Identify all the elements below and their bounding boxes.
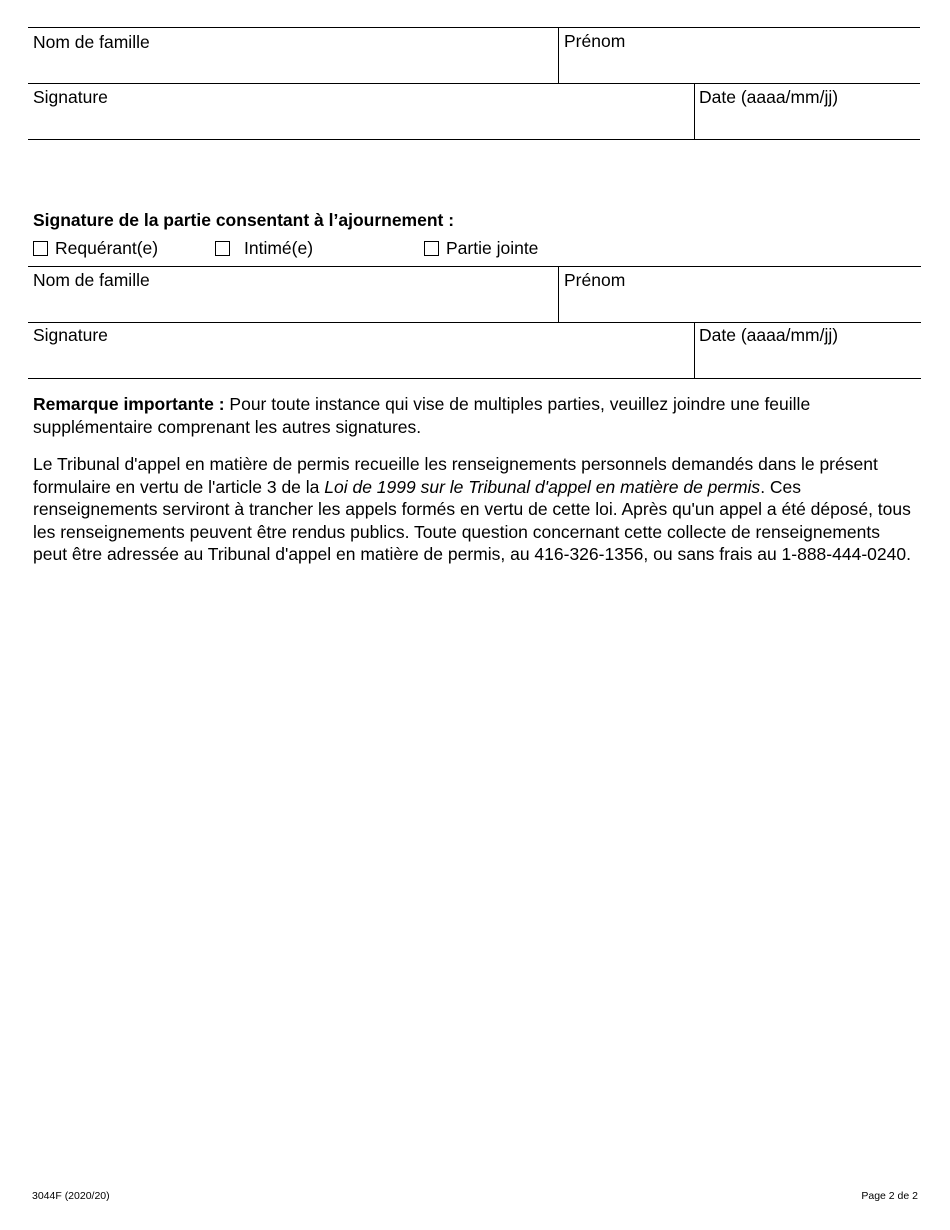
respondent-checkbox[interactable]: [215, 241, 230, 256]
form2-signature-field[interactable]: [28, 323, 694, 378]
page-number: Page 2 de 2: [861, 1190, 918, 1202]
privacy-statement: [33, 453, 918, 566]
form2-bottom-rule: [28, 378, 921, 379]
consent-heading: Signature de la partie consentant à l’ajournement :: [33, 210, 455, 230]
option-joined-party[interactable]: [424, 238, 538, 258]
privacy-text-part2: . Ces renseignements serviront à trancher les appels formés en vertu de cette loi. Après qu'un appel a été déposé, tous les renseignements peuvent être rendus publics. Toute question concernant cette collecte de renseignements peut être adressée au Tribunal d'appel en matière de permis, au 416-326-1356, ou sans frais au 1-888-444-0240.: [33, 476, 911, 564]
important-notice-text: Pour toute instance qui vise de multiples parties, veuillez joindre une feuille supplémentaire comprenant les autres signatures.: [33, 394, 811, 437]
applicant-checkbox[interactable]: [33, 241, 48, 256]
important-notice: [33, 393, 918, 438]
option-respondent[interactable]: [215, 238, 313, 258]
form1-bottom-rule: [28, 139, 920, 140]
form2-signature-label: Signature: [33, 325, 108, 345]
option-applicant[interactable]: [33, 238, 158, 258]
form-number: 3044F (2020/20): [32, 1190, 110, 1202]
joined-party-label: Partie jointe: [446, 238, 539, 258]
form1-first-name-label: Prénom: [564, 31, 626, 51]
joined-party-checkbox[interactable]: [424, 241, 439, 256]
privacy-text-part1: Le Tribunal d'appel en matière de permis recueille les renseignements personnels demandés dans le présent formulaire en vertu de l'article 3 de la: [33, 454, 878, 497]
form2-last-name-label: Nom de famille: [33, 270, 150, 290]
form1-date-label: Date (aaaa/mm/jj): [699, 87, 839, 107]
form2-date-label: Date (aaaa/mm/jj): [699, 325, 839, 345]
applicant-label: Requérant(e): [55, 238, 159, 258]
form1-signature-label: Signature: [33, 87, 108, 107]
form1-last-name-label: Nom de famille: [33, 32, 150, 52]
important-notice-title: Remarque importante :: [33, 394, 225, 414]
form1-signature-field[interactable]: [28, 84, 694, 139]
respondent-label: Intimé(e): [244, 238, 314, 258]
privacy-law-title: Loi de 1999 sur le Tribunal d'appel en matière de permis: [324, 476, 761, 497]
form2-first-name-label: Prénom: [564, 270, 626, 290]
